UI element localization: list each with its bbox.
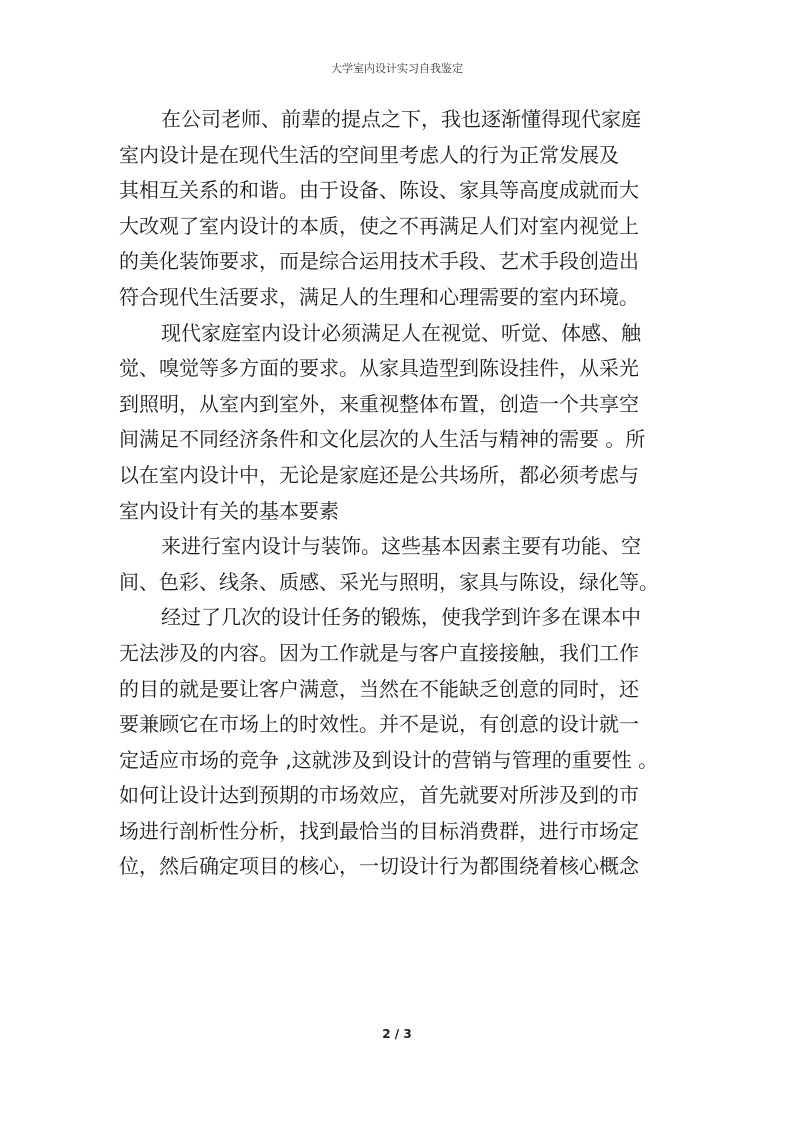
text-line: 来进行室内设计与装饰。这些基本因素主要有功能、空 <box>161 534 641 559</box>
text-line: 现代家庭室内设计必须满足人在视觉、听觉、体感、触 <box>161 320 641 345</box>
text-line: 以在室内设计中，无论是家庭还是公共场所，都必须考虑与 <box>119 462 639 487</box>
text-line: 要兼顾它在市场上的时效性。并不是说，有创意的设计就一 <box>119 712 639 737</box>
text-line: 在公司老师、前辈的提点之下，我也逐渐懂得现代家庭 <box>161 107 641 131</box>
text-line: 场进行剖析性分析，找到最恰当的目标消费群，进行市场定 <box>119 818 639 843</box>
body-text <box>119 102 679 885</box>
text-line: 室内设计有关的基本要素 <box>119 498 339 523</box>
page-number: 2 / 3 <box>382 1027 412 1041</box>
text-line: 的目的就是要让客户满意，当然在不能缺乏创意的同时，还 <box>119 676 639 701</box>
text-line: 位，然后确定项目的核心，一切设计行为都围绕着核心概念 <box>119 854 639 879</box>
text-line: 间、色彩、线条、质感、采光与照明，家具与陈设，绿化等。 <box>119 569 659 594</box>
text-line: 到照明，从室内到室外，来重视整体布置，创造一个共享空 <box>119 391 639 416</box>
text-line: 其相互关系的和谐。由于设备、陈设、家具等高度成就而大 <box>119 178 639 203</box>
text-line: 室内设计是在现代生活的空间里考虑人的行为正常发展及 <box>119 142 619 167</box>
text-line: 定适应市场的竞争 ,这就涉及到设计的营销与管理的重要性 。 <box>119 747 659 772</box>
text-line: 如何让设计达到预期的市场效应，首先就要对所涉及到的市 <box>119 783 639 808</box>
text-line: 大改观了室内设计的本质，使之不再满足人们对室内视觉上 <box>119 213 639 238</box>
text-line: 经过了几次的设计任务的锻炼，使我学到许多在课本中 <box>161 605 641 630</box>
text-line: 无法涉及的内容。因为工作就是与客户直接接触，我们工作 <box>119 640 639 665</box>
text-line: 觉、嗅觉等多方面的要求。从家具造型到陈设挂件，从采光 <box>119 356 639 381</box>
text-line: 间满足不同经济条件和文化层次的人生活与精神的需要 。所 <box>119 427 646 452</box>
text-line: 符合现代生活要求，满足人的生理和心理需要的室内环境。 <box>119 284 639 309</box>
text-line: 的美化装饰要求，而是综合运用技术手段、艺术手段创造出 <box>119 249 639 274</box>
page-header-title: 大学室内设计实习自我鉴定 <box>331 62 463 75</box>
